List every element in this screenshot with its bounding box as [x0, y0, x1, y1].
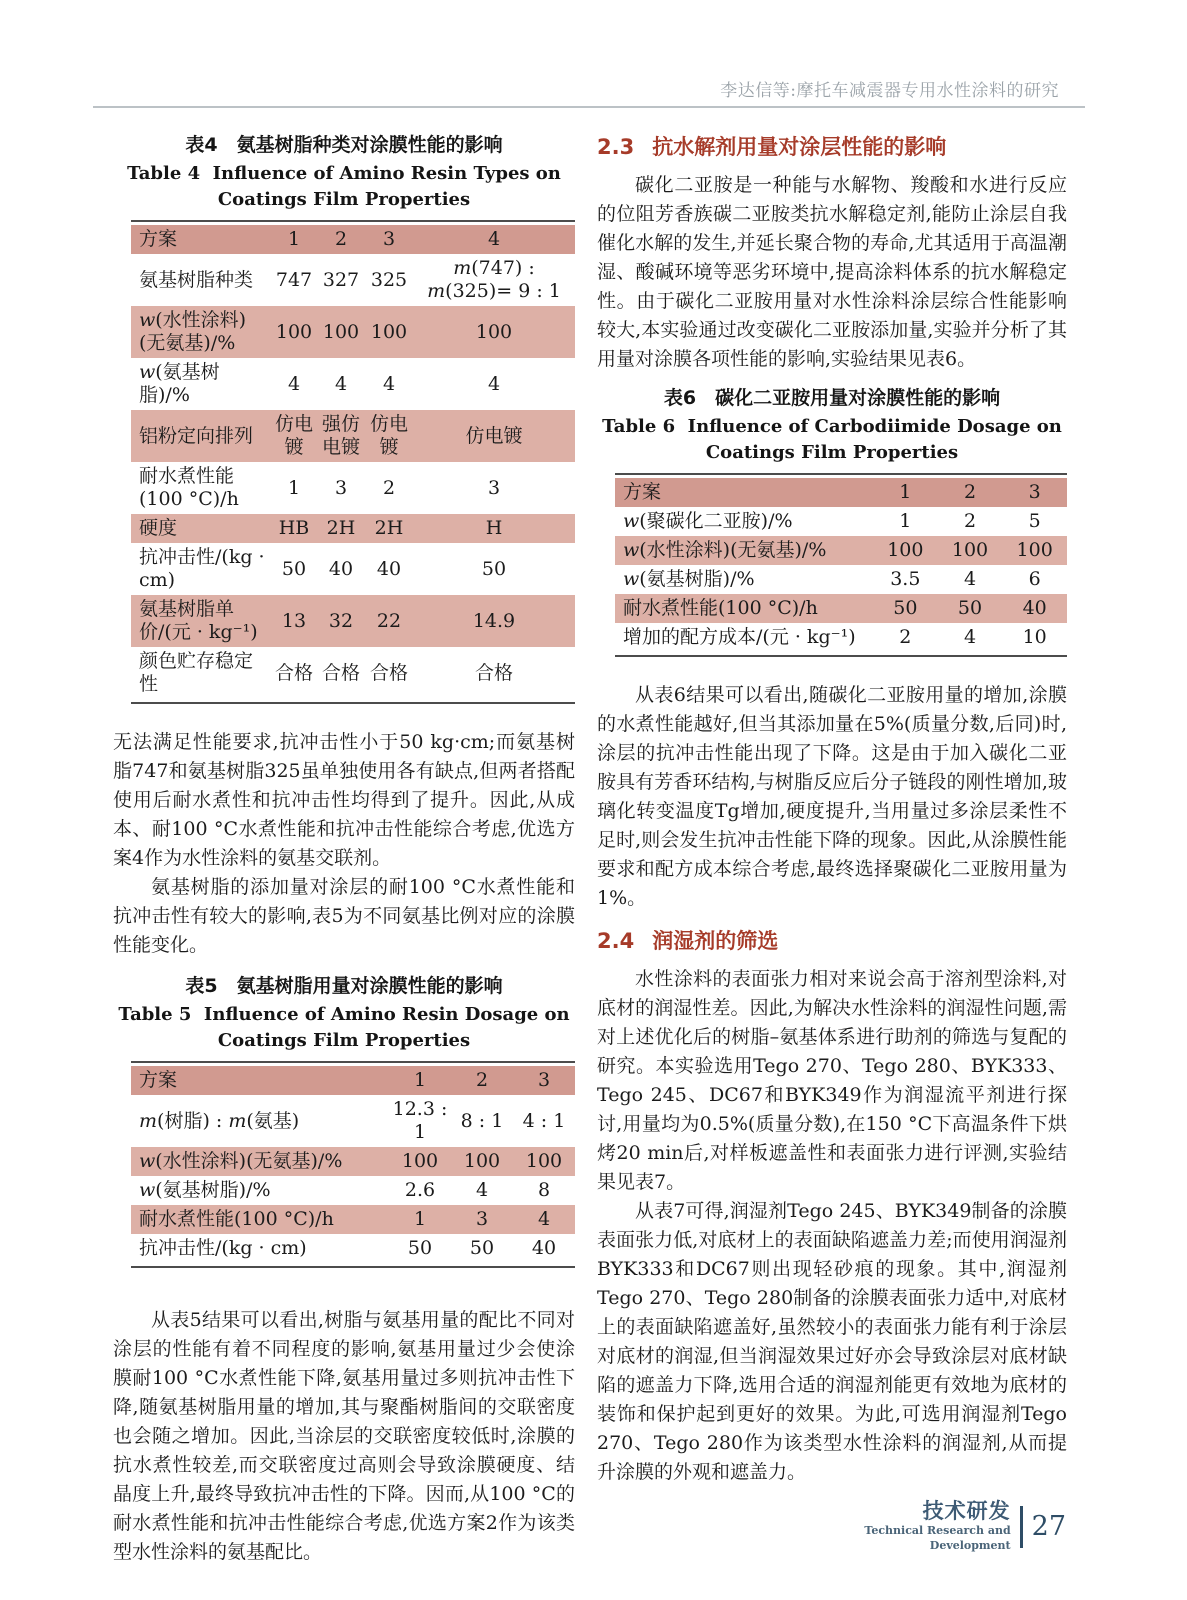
cell-value: 2: [963, 510, 977, 532]
table6-caption-cn: 表6 碳化二亚胺用量对涂膜性能的影响: [663, 387, 1001, 409]
cell-value: 40: [376, 557, 402, 580]
cell-value: 3: [537, 1069, 551, 1091]
table-row: [131, 358, 575, 410]
cell-value: 2.6: [404, 1179, 436, 1201]
cell-value: 32: [328, 609, 354, 632]
cell-value: 4: [963, 568, 977, 590]
body-paragraph: 从表5结果可以看出,树脂与氨基用量的配比不同对涂层的性能有着不同程度的影响,氨基用量过少会使涂膜耐100 °C水煮性能下降,氨基用量过多则抗冲击性下降,随氨基树脂用量的增加,其与聚酯树脂间的交联密度也会随之增加。因此,当涂层的交联密度较低时,涂膜的抗水煮性较差,而交联密度过高则会导致涂膜硬度、结晶度上升,最终导致抗冲击性的下降。因而,从100 °C的耐水煮性能和抗冲击性能综合考虑,优选方案2作为该类型水性涂料的氨基配比。: [113, 1309, 575, 1563]
table-row: [131, 514, 575, 543]
cell-value: 8: [537, 1179, 551, 1201]
table-row: [131, 1176, 575, 1205]
cell-value: 仿电镀: [465, 424, 523, 447]
cell-value: 100: [1016, 539, 1053, 561]
table-row: [131, 1205, 575, 1234]
cell-value: 2H: [374, 517, 404, 539]
cell-value: 4: [537, 1208, 551, 1230]
header-rule: [93, 106, 1085, 108]
cell-value: 325: [370, 268, 408, 291]
cell-value: 1: [413, 1208, 427, 1230]
cell-value: 合格: [369, 661, 408, 684]
cell-value: 1: [899, 510, 912, 532]
cell-value: 327: [322, 268, 360, 291]
table-row: [131, 254, 575, 306]
body-paragraph: 碳化二亚胺是一种能与水解物、羧酸和水进行反应的位阻芳香族碳二亚胺类抗水解稳定剂,能防止涂层自我催化水解的发生,并延长聚合物的寿命,尤其适用于高温潮湿、酸碱环境等恶劣环境中,提高涂料体系的抗水解稳定性。由于碳化二亚胺用量对水性涂料涂层综合性能影响较大,本实验通过改变碳化二亚胺添加量,实验并分析了其用量对涂膜各项性能的影响,实验结果见表6。: [597, 174, 1067, 370]
table-row: [131, 410, 575, 462]
body-paragraph: 水性涂料的表面张力相对来说会高于溶剂型涂料,对底材的润湿性差。因此,为解决水性涂料的润湿性问题,需对上述优化后的树脂–氨基体系进行助剂的筛选与复配的研究。本实验选用Tego 270、Tego 280、BYK333、Tego 245、DC67和BYK349作为润湿流平剂进行探讨,用量均为0.5%(质量分数),在150 °C下高温条件下烘烤20 min后,对样板遮盖性和表面张力进行评测,实验结果见表7。: [597, 968, 1067, 1193]
cell-value: 4: [487, 372, 501, 395]
table5-caption-cn: 表5 氨基树脂用量对涂膜性能的影响: [185, 975, 503, 997]
cell-value: 13: [281, 609, 307, 632]
row-label: w(聚碳化二亚胺)/%: [623, 510, 793, 532]
table-row: [131, 543, 575, 595]
cell-value: 40: [531, 1237, 557, 1259]
cell-value: m(747) : m(325)= 9 : 1: [427, 257, 561, 302]
table4-caption-en: Table 4 Influence of Amino Resin Types on Coatings Film Properties: [127, 163, 561, 210]
cell-value: 50: [893, 597, 918, 619]
cell-value: 100: [275, 320, 313, 343]
row-label: w(水性涂料)(无氨基)/%: [139, 1150, 343, 1172]
row-label: 方案: [139, 1069, 178, 1091]
cell-value: 合格: [321, 661, 360, 684]
section-title: 润湿剂的筛选: [652, 929, 779, 953]
cell-value: 50: [407, 1237, 433, 1259]
cell-value: 合格: [274, 661, 313, 684]
table-row: [615, 594, 1067, 623]
cell-value: 5: [1028, 510, 1041, 532]
cell-value: 1: [287, 476, 301, 499]
table-row: [131, 1095, 575, 1147]
table-row: [131, 595, 575, 647]
page-footer: [856, 1500, 1066, 1553]
cell-value: 2: [334, 228, 348, 250]
cell-value: 3: [382, 228, 396, 250]
row-label: w(水性涂料)(无氨基)/%: [139, 309, 247, 354]
cell-value: 3: [475, 1208, 489, 1230]
cell-value: 100: [322, 320, 360, 343]
section-number: 2.4: [597, 929, 635, 953]
cell-value: 1: [413, 1069, 427, 1091]
running-head: 李达信等:摩托车减震器专用水性涂料的研究: [720, 81, 1059, 101]
cell-value: 6: [1028, 568, 1041, 590]
table-row: [131, 1066, 575, 1095]
table5-caption-en: Table 5 Influence of Amino Resin Dosage on Coatings Film Properties: [118, 1004, 570, 1051]
cell-value: 2H: [326, 517, 356, 539]
row-label: 氨基树脂单价/(元 · kg⁻¹): [139, 598, 258, 643]
cell-value: 22: [376, 609, 402, 632]
cell-value: 强仿电镀: [321, 413, 360, 458]
row-label: 耐水煮性能(100 °C)/h: [139, 1208, 334, 1230]
cell-value: 50: [281, 557, 307, 580]
section-title: 抗水解剂用量对涂层性能的影响: [652, 135, 947, 159]
cell-value: 4: [475, 1179, 489, 1201]
cell-value: 3.5: [890, 568, 921, 590]
cell-value: 12.3 : 1: [392, 1098, 448, 1143]
row-label: w(氨基树脂)/%: [623, 568, 755, 590]
cell-value: 合格: [474, 661, 513, 684]
row-label: 方案: [623, 481, 662, 503]
cell-value: 4 : 1: [522, 1109, 566, 1132]
cell-value: 100: [463, 1150, 501, 1172]
table4-caption-cn: 表4 氨基树脂种类对涂膜性能的影响: [185, 134, 503, 156]
cell-value: 50: [481, 557, 507, 580]
section-number: 2.3: [597, 135, 635, 159]
row-label: 硬度: [139, 517, 178, 539]
row-label: m(树脂) : m(氨基): [139, 1109, 300, 1132]
cell-value: 1: [287, 228, 301, 250]
cell-value: 4: [382, 372, 396, 395]
row-label: 铝粉定向排列: [139, 424, 254, 447]
table-row: [131, 1147, 575, 1176]
row-label: 抗冲击性/(kg · cm): [139, 546, 265, 591]
cell-value: HB: [278, 517, 310, 539]
cell-value: 3: [1028, 481, 1041, 503]
table-4: [131, 220, 575, 704]
table-row: [131, 225, 575, 254]
right-column: [597, 133, 1067, 1487]
cell-value: 100: [370, 320, 408, 343]
table-5: [131, 1061, 575, 1268]
cell-value: 2: [899, 626, 912, 648]
row-label: w(氨基树脂)/%: [139, 361, 220, 406]
row-label: 耐水煮性能(100 °C)/h: [139, 465, 239, 510]
cell-value: 3: [487, 476, 501, 499]
row-label: 颜色贮存稳定性: [139, 650, 254, 695]
cell-value: 1: [899, 481, 912, 503]
cell-value: 8 : 1: [460, 1109, 504, 1132]
page-number: 27: [1031, 1511, 1066, 1542]
cell-value: 40: [328, 557, 354, 580]
cell-value: 4: [963, 626, 977, 648]
row-label: 耐水煮性能(100 °C)/h: [623, 597, 818, 619]
table-row: [131, 306, 575, 358]
row-label: w(氨基树脂)/%: [139, 1179, 271, 1201]
section-2-4-heading: [597, 927, 1067, 956]
footer-labels: [856, 1500, 1011, 1553]
cell-value: 50: [957, 597, 983, 619]
footer-divider-bar: [1020, 1506, 1023, 1548]
table-row: [615, 623, 1067, 652]
footer-section-cn: 技术研发: [922, 1499, 1011, 1523]
table-row: [615, 536, 1067, 565]
cell-value: 40: [1022, 597, 1047, 619]
body-paragraph: 从表7可得,润湿剂Tego 245、BYK349制备的涂膜表面张力低,对底材上的表面缺陷遮盖力差;而使用润湿剂BYK333和DC67则出现轻砂痕的现象。其中,润湿剂Tego 270、Tego 280制备的涂膜表面张力适中,对底材上的表面缺陷遮盖好,虽然较小的表面张力能有利于涂层对底材的润湿,但当润湿效果过好亦会导致涂层对底材缺陷的遮盖力下降,选用合适的润湿剂能更有效地为底材的装饰和保护起到更好的效果。为此,可选用润湿剂Tego 270、Tego 280作为该类型水性涂料的润湿剂,从而提升涂膜的外观和遮盖力。: [597, 1200, 1067, 1483]
cell-value: 100: [951, 539, 989, 561]
table6-caption-en: Table 6 Influence of Carbodiimide Dosage on Coatings Film Properties: [602, 416, 1062, 463]
table-row: [131, 462, 575, 514]
cell-value: 仿电镀: [274, 413, 313, 458]
cell-value: 14.9: [472, 609, 516, 632]
cell-value: 4: [334, 372, 348, 395]
row-label: 氨基树脂种类: [139, 268, 254, 291]
cell-value: 50: [469, 1237, 495, 1259]
body-paragraph: 氨基树脂的添加量对涂层的耐100 °C水煮性能和抗冲击性有较大的影响,表5为不同氨基比例对应的涂膜性能变化。: [113, 876, 575, 956]
cell-value: 100: [525, 1150, 563, 1172]
cell-value: 2: [382, 476, 396, 499]
table-row: [615, 565, 1067, 594]
table-row: [131, 1234, 575, 1263]
cell-value: 3: [334, 476, 348, 499]
table-row: [615, 507, 1067, 536]
cell-value: 747: [275, 268, 313, 291]
row-label: 抗冲击性/(kg · cm): [139, 1237, 307, 1259]
body-paragraph: 从表6结果可以看出,随碳化二亚胺用量的增加,涂膜的水煮性能越好,但当其添加量在5%(质量分数,后同)时,涂层的抗冲击性能出现了下降。这是由于加入碳化二亚胺具有芳香环结构,与树脂反应后分子链段的刚性增加,玻璃化转变温度Tg增加,硬度提升,当用量过多涂层柔性不足时,则会发生抗冲击性能下降的现象。因此,从涂膜性能要求和配方成本综合考虑,最终选择聚碳化二亚胺用量为1%。: [597, 684, 1067, 909]
cell-value: 4: [287, 372, 301, 395]
cell-value: 100: [475, 320, 513, 343]
cell-value: H: [485, 517, 503, 539]
left-column: [113, 133, 575, 1567]
cell-value: 仿电镀: [369, 413, 408, 458]
table-6: [615, 473, 1067, 657]
table-row: [131, 647, 575, 699]
cell-value: 100: [401, 1150, 439, 1172]
cell-value: 2: [475, 1069, 489, 1091]
cell-value: 10: [1022, 626, 1047, 648]
footer-section-en: Technical Research and Development: [864, 1524, 1011, 1552]
section-2-3-heading: [597, 133, 1067, 162]
row-label: 方案: [139, 228, 178, 250]
table-row: [615, 478, 1067, 507]
body-paragraph: 无法满足性能要求,抗冲击性小于50 kg·cm;而氨基树脂747和氨基树脂325虽单独使用各有缺点,但两者搭配使用后耐水煮性和抗冲击性均得到了提升。因此,从成本、耐100 °C水煮性能和抗冲击性能综合考虑,优选方案4作为水性涂料的氨基交联剂。: [113, 731, 575, 869]
row-label: w(水性涂料)(无氨基)/%: [623, 539, 827, 561]
cell-value: 100: [887, 539, 924, 561]
cell-value: 2: [963, 481, 977, 503]
cell-value: 4: [487, 228, 501, 250]
row-label: 增加的配方成本/(元 · kg⁻¹): [623, 626, 856, 648]
